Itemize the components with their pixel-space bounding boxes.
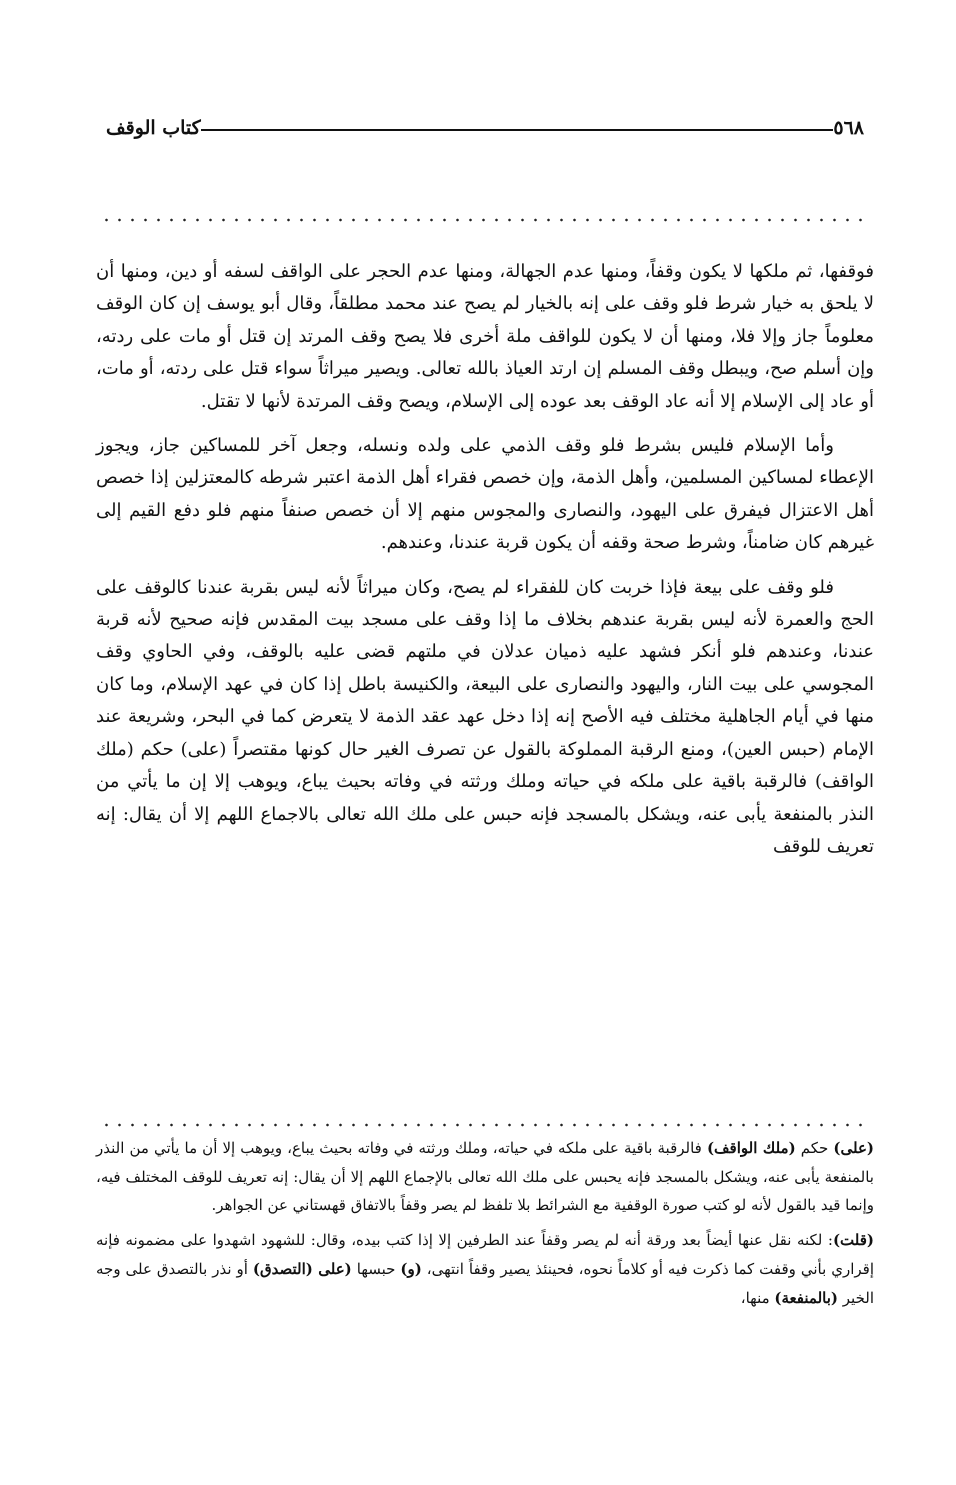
commentary-bold-term: (ملك الواقف) (706, 1139, 796, 1157)
book-title: كتاب الوقف (106, 117, 201, 139)
commentary-bold-term: (على (التصدق) (252, 1259, 352, 1278)
commentary-bold-term: (قلت) (832, 1231, 874, 1250)
commentary-text-run: فالرقبة باقية على ملكه في حياته، وملك ورثته في وفاته بحيث يباع، ويوهب إلا أن ما يأتي من النذر بالمنفعة يأبى عنه، ويشكل بالمسجد فإنه يحبس على ملك الله تعالى بالإجماع اللهم إلا أن يقال: إنه تعريف للوقف المختلف فيه، وإنما قيد بالقول لأنه لو كتب صورة الوقفية مع الشرائط بلا تلفظ لم يصر وقفاً بالاتفاق قهستاني عن الجواهر. (96, 1139, 874, 1215)
commentary-text-run: حكم (795, 1139, 834, 1157)
commentary-paragraph-1 (96, 1134, 874, 1220)
main-paragraph-3: فلو وقف على بيعة فإذا خربت كان للفقراء لم يصح، وكان ميراثاً لأنه ليس بقربة عندنا كالوقف على الحج والعمرة لأنه ليس بقربة عندهم بخلاف ما إذا وقف على مسجد بيت المقدس فإنه صحيح لأنه قربة عندنا، وعندهم فلو أنكر فشهد عليه ذميان عدلان في ملتهم قضى عليه بالوقف، وفي الحاوي وقف المجوسي على بيت النار، واليهود والنصارى على البيعة، والكنيسة باطل إذا كان في عهد الإسلام، وما كان منها في أيام الجاهلية مختلف فيه الأصح إنه إذا دخل عهد عقد الذمة لا يتعرض كما في البحر، وشريعة عند الإمام (حبس العين)، ومنع الرقبة المملوكة بالقول عن تصرف الغير حال كونها مقتصراً (على) حكم (ملك الواقف) فالرقبة باقية على ملكه في حياته وملك ورثته في وفاته بحيث يباع، ويوهب إلا إن ما يأتي من النذر بالمنفعة يأبى عنه، ويشكل بالمسجد فإنه حبس على ملك الله تعالى بالاجماع اللهم إلا أن يقال: إنه تعريف للوقف (96, 576, 874, 857)
commentary-paragraph-2 (96, 1226, 874, 1312)
commentary-bold-term: (على) (833, 1139, 874, 1157)
running-header (96, 112, 874, 144)
commentary-text-run: أو نذر بالتصدق على وجه الخير (96, 1259, 874, 1307)
commentary-bold-term: (و) (400, 1259, 422, 1278)
commentary-bold-term: (بالمنفعة) (774, 1288, 838, 1307)
dotted-separator-top (100, 217, 872, 223)
commentary-text-run: منها، (740, 1288, 775, 1307)
main-paragraph-2: وأما الإسلام فليس بشرط فلو وقف الذمي على ولده ونسله، وجعل آخر للمساكين جاز، ويجوز الإعطاء لمساكين المسلمين، وأهل الذمة، وإن خصص فقراء أهل الذمة اعتبر شرطه كالمعتزلين إذا خصص أهل الاعتزال فيفرق على اليهود، والنصارى والمجوس منهم إلا أن خصص صنفاً منهم فلو دفع القيم إلى غيرهم كان ضامناً، وشرط صحة وقفه أن يكون قربة عندنا، وعندهم. (96, 435, 874, 554)
dotted-separator-commentary (100, 1122, 872, 1128)
header-rule (201, 129, 834, 131)
main-paragraph-1: فوقفها، ثم ملكها لا يكون وقفاً، ومنها عدم الجهالة، ومنها عدم الحجر على الواقف لسفه أو دين، ومنها أن لا يلحق به خيار شرط فلو وقف على إنه بالخيار لم يصح عند محمد مطلقاً، وقال أبو يوسف إن كان الوقف معلوماً جاز وإلا فلا، ومنها أن لا يكون للواقف ملة أخرى فلا يصح وقف المرتد إن قتل أو مات على ردته، وإن أسلم صح، ويبطل وقف المسلم إن ارتد العياذ بالله تعالى. ويصير ميراثاً سواء قتل على ردته، أو مات، أو عاد إلى الإسلام إلا أنه عاد الوقف بعد عوده إلى الإسلام، ويصح وقف المرتدة لأنها لا تقتل. (96, 261, 875, 412)
page-number: ٥٦٨ (833, 117, 864, 139)
commentary-text-run: حبسها (351, 1259, 401, 1278)
commentary-text-run: : لكنه نقل عنها أيضاً بعد ورقة أنه لم يصر وقفاً عند الطرفين إلا إذا كتب بيده، وقال: للشهود اشهدوا على مضمونه فإنه إقراري بأني وقفت كما ذكرت فيه أو كلاماً نحوه، فحينئذ يصير وقفاً انتهى، (96, 1231, 875, 1278)
main-text (96, 256, 874, 863)
commentary-text (96, 1134, 874, 1312)
